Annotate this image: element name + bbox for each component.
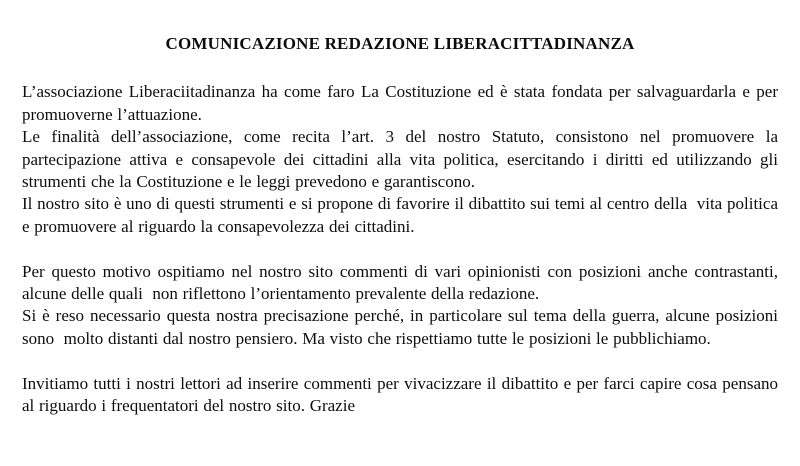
paragraph: Le finalità dell’associazione, come recita l’art. 3 del nostro Statuto, consistono nel promuovere la partecipazione attiva e consapevole dei cittadini alla vita politica, esercitando i diritti ed utilizzando gli strumenti che la Costituzione e le leggi prevedono e garantiscono. xyxy=(22,127,783,192)
paragraph-block-intro xyxy=(22,81,783,238)
paragraph: Il nostro sito è uno di questi strumenti e si propone di favorire il dibattito sui temi al centro della vita politica e promuovere al riguardo la consapevolezza dei cittadini. xyxy=(22,194,783,236)
paragraph: L’associazione Liberaciitadinanza ha come faro La Costituzione ed è stata fondata per salvaguardarla e per promuoverne l’attuazione. xyxy=(22,82,783,124)
document-title: COMUNICAZIONE REDAZIONE LIBERACITTADINANZA xyxy=(165,34,635,53)
paragraph: Si è reso necessario questa nostra precisazione perché, in particolare sul tema della guerra, alcune posizioni sono molto distanti dal nostro pensiero. Ma visto che rispettiamo tutte le posizioni le pubblichiamo. xyxy=(22,306,783,348)
paragraph-block-opinions xyxy=(22,261,783,351)
paragraph: Invitiamo tutti i nostri lettori ad inserire commenti per vivacizzare il dibattito e per farci capire cosa pensano al riguardo i frequentatori del nostro sito. Grazie xyxy=(22,373,783,416)
paragraph-block-invitation xyxy=(22,373,783,418)
paragraph: Per questo motivo ospitiamo nel nostro sito commenti di vari opinionisti con posizioni anche contrastanti, alcune delle quali non riflettono l’orientamento prevalente della redazione. xyxy=(22,261,783,304)
